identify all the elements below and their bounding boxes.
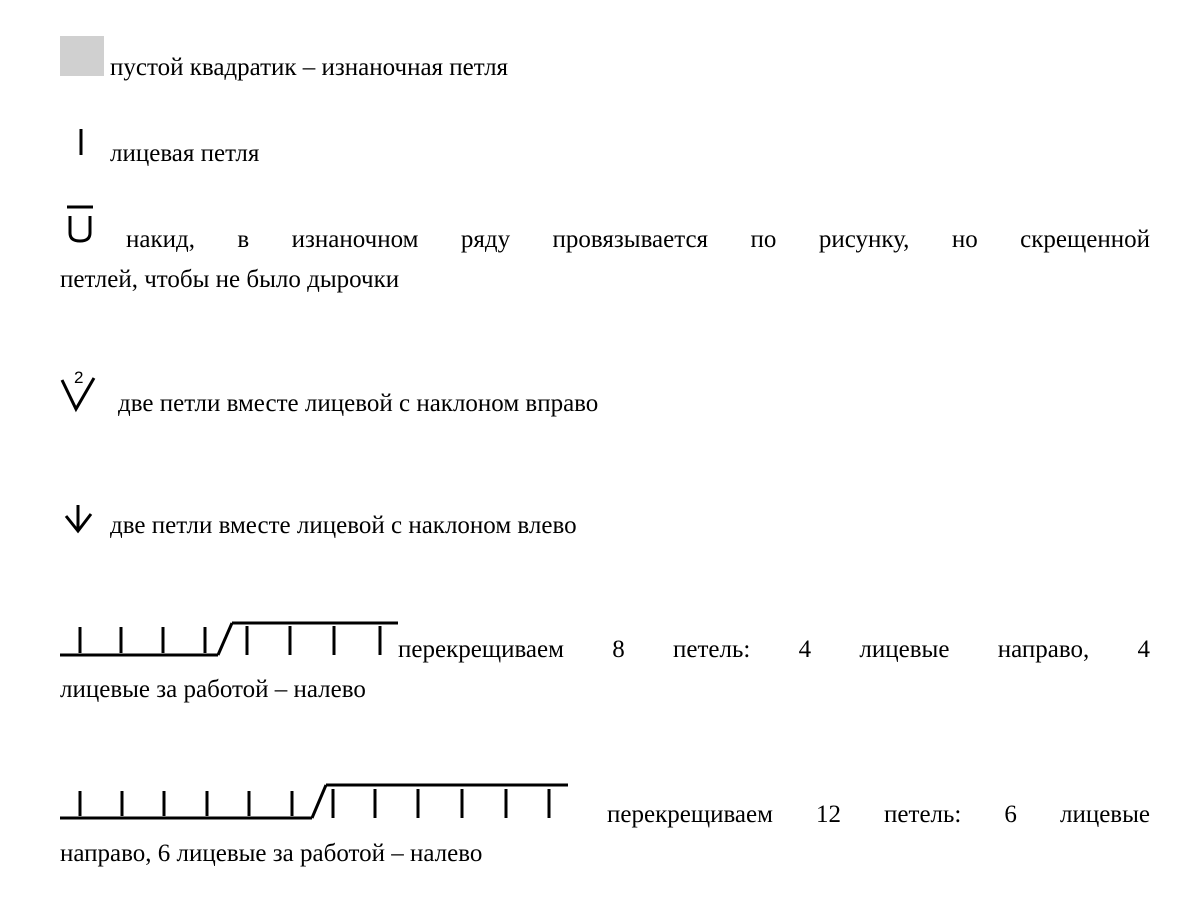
cable-12-description-line1: перекрещиваем 12 петель: 6 лицевые <box>607 801 1150 828</box>
k2tog-superscript: 2 <box>74 368 84 387</box>
cable-12-icon <box>0 0 1 1</box>
k2tog-left-description: две петли вместе лицевой с наклоном влево <box>110 512 577 539</box>
yarn-over-description-line2: петлей, чтобы не было дырочки <box>60 266 400 293</box>
purl-description: пустой квадратик – изнаночная петля <box>110 54 509 81</box>
gray-square-icon <box>60 36 104 76</box>
cable-12-description-line2: направо, 6 лицевые за работой – налево <box>60 840 483 867</box>
cable-8-description-line1: перекрещиваем 8 петель: 4 лицевые направо, 4 <box>398 636 1150 663</box>
knit-description: лицевая петля <box>110 140 260 167</box>
k2tog-right-description: две петли вместе лицевой с наклоном вправо <box>118 390 599 417</box>
yarn-over-description-line1: накид, в изнаночном ряду провязывается по рисунку, но скрещенной <box>126 226 1150 253</box>
cable-8-description-line2: лицевые за работой – налево <box>60 676 366 703</box>
